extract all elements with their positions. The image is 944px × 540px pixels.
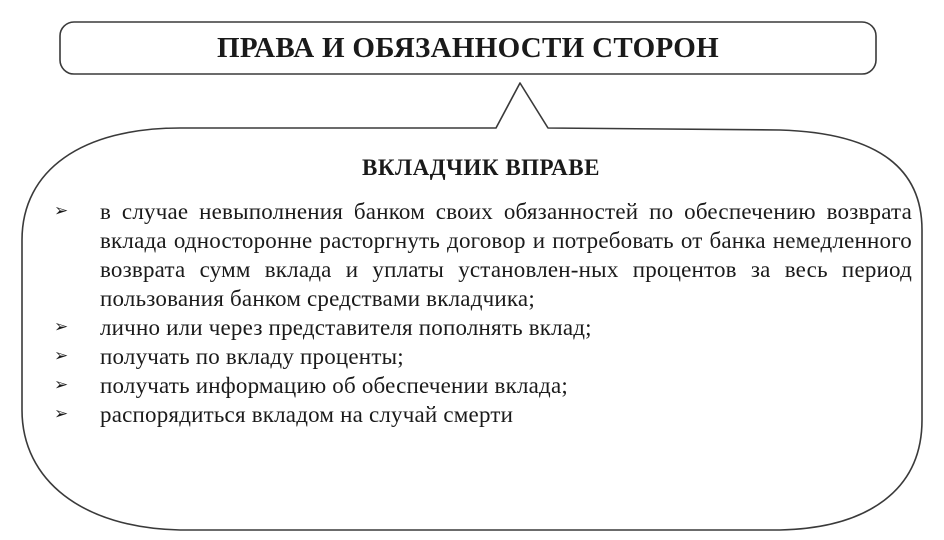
list-item <box>52 342 912 371</box>
list-item-text: в случае невыполнения банком своих обязанностей по обеспечению возврата вклада односторонне расторгнуть договор и потребовать от банка немедленного возврата сумм вклада и уплаты установлен-ных процентов за весь период пользования банком средствами вкладчика; <box>100 199 912 311</box>
list-item <box>52 371 912 400</box>
arrow-bullet-icon: ➢ <box>54 201 69 221</box>
list-item-text: лично или через представителя пополнять вклад; <box>100 315 592 340</box>
page-title: ПРАВА И ОБЯЗАННОСТИ СТОРОН <box>216 31 720 64</box>
list-item <box>52 400 912 429</box>
list-item-text: получать информацию об обеспечении вклада; <box>100 373 568 398</box>
list-item <box>52 197 912 313</box>
arrow-bullet-icon: ➢ <box>54 404 69 424</box>
list-item <box>52 313 912 342</box>
rights-list <box>52 197 912 429</box>
arrow-bullet-icon: ➢ <box>54 346 69 366</box>
section-heading: ВКЛАДЧИК ВПРАВЕ <box>362 155 600 180</box>
list-item-text: получать по вкладу проценты; <box>100 344 404 369</box>
arrow-bullet-icon: ➢ <box>54 375 69 395</box>
list-item-text: распорядиться вкладом на случай смерти <box>100 402 514 427</box>
arrow-bullet-icon: ➢ <box>54 317 69 337</box>
